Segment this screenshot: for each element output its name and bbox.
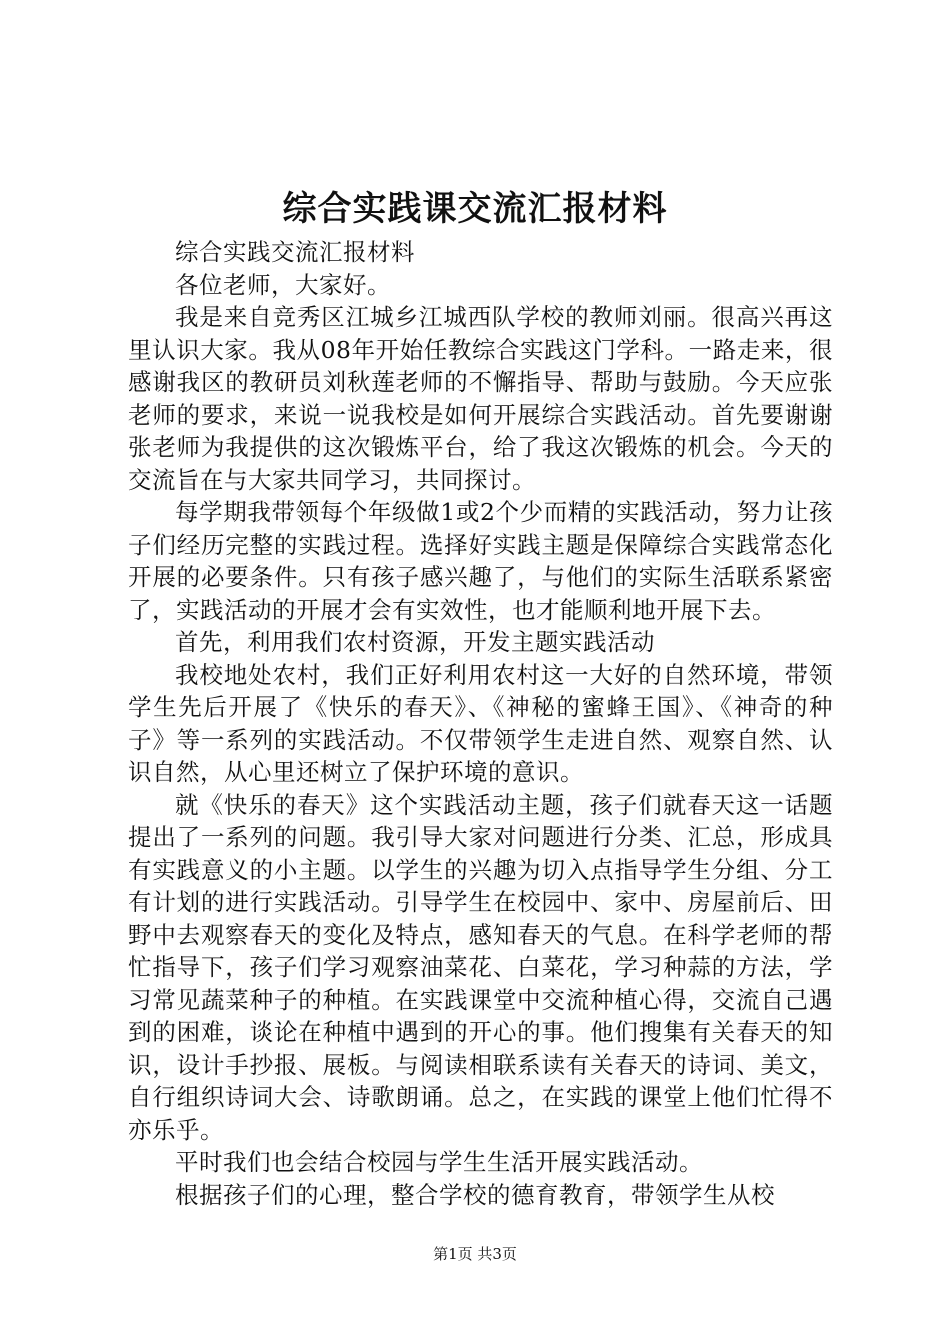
paragraph: 首先，利用我们农村资源，开发主题实践活动 bbox=[175, 628, 655, 656]
paragraph: 我是来自竞秀区江城乡江城西队学校的教师刘丽。很高兴再这里认识大家。我从08年开始任教综合实践这门学科。一路走来，很感谢我区的教研员刘秋莲老师的不懈指导、帮助与鼓励。今天应张老师的要求，来说一说我校是如何开展综合实践活动。首先要谢谢张老师为我提供的这次锻炼平台，给了我这次锻炼的机会。今天的交流旨在与大家共同学习，共同探讨。 bbox=[128, 303, 833, 494]
paragraph: 综合实践交流汇报材料 bbox=[175, 238, 415, 266]
paragraph: 各位老师，大家好。 bbox=[175, 270, 391, 299]
page-footer: 第1页 共3页 bbox=[433, 1245, 517, 1263]
document-title: 综合实践课交流汇报材料 bbox=[282, 189, 668, 229]
paragraph: 平时我们也会结合校园与学生生活开展实践活动。 bbox=[175, 1148, 703, 1176]
paragraph: 就《快乐的春天》这个实践活动主题，孩子们就春天这一话题提出了一系列的问题。我引导大家对问题进行分类、汇总，形成具有实践意义的小主题。以学生的兴趣为切入点指导学生分组、分工有计划的进行实践活动。引导学生在校园中、家中、房屋前后、田野中去观察春天的变化及特点，感知春天的气息。在科学老师的帮忙指导下，孩子们学习观察油菜花、白菜花，学习种蒜的方法，学习常见蔬菜种子的种植。在实践课堂中交流种植心得，交流自己遇到的困难，谈论在种植中遇到的开心的事。他们搜集有关春天的知识，设计手抄报、展板。与阅读相联系读有关春天的诗词、美文，自行组织诗词大会、诗歌朗诵。总之，在实践的课堂上他们忙得不亦乐乎。 bbox=[128, 790, 833, 1144]
document-body bbox=[128, 236, 833, 1211]
paragraph: 根据孩子们的心理，整合学校的德育教育，带领学生从校 bbox=[175, 1180, 775, 1209]
paragraph: 每学期我带领每个年级做1或2个少而精的实践活动，努力让孩子们经历完整的实践过程。选择好实践主题是保障综合实践常态化开展的必要条件。只有孩子感兴趣了，与他们的实际生活联系紧密了，实践活动的开展才会有实效性，也才能顺利地开展下去。 bbox=[128, 498, 833, 624]
paragraph: 我校地处农村，我们正好利用农村这一大好的自然环境，带领学生先后开展了《快乐的春天》、《神秘的蜜蜂王国》、《神奇的种子》等一系列的实践活动。不仅带领学生走进自然、观察自然、认识自然，从心里还树立了保护环境的意识。 bbox=[128, 660, 833, 786]
